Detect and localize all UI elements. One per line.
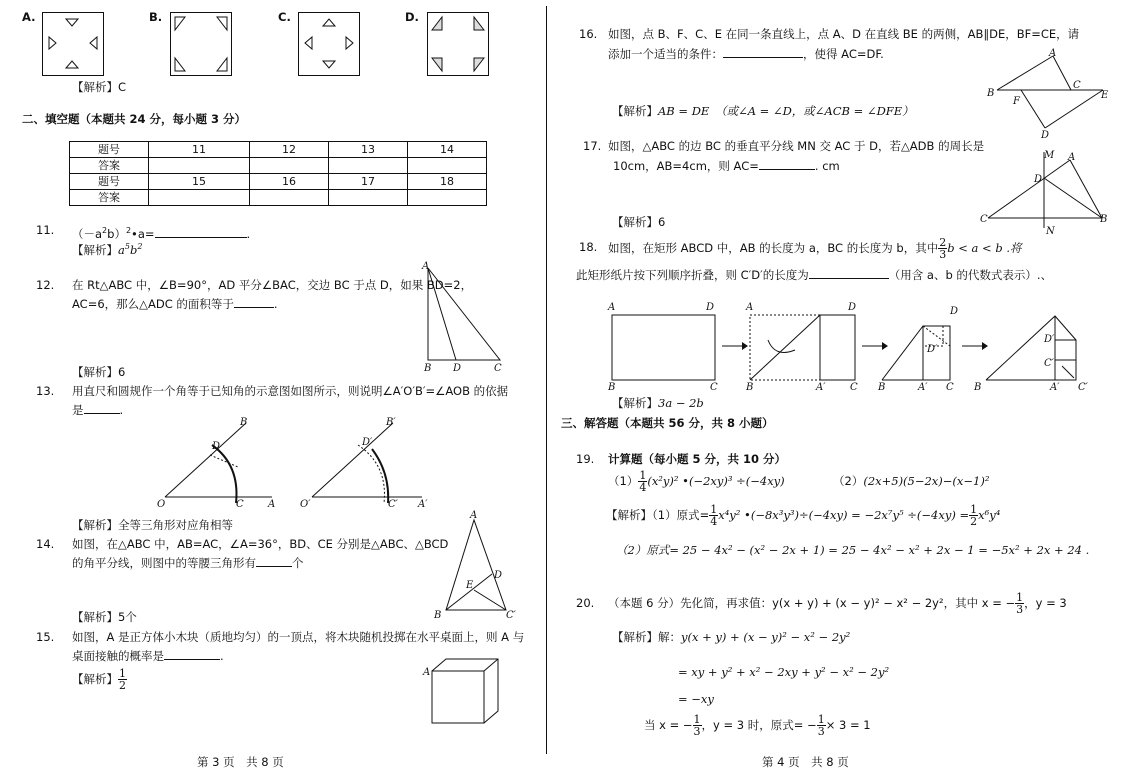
table-cell[interactable] [149, 158, 250, 174]
q14-figure [430, 508, 520, 623]
q18-line1: 如图，在矩形 ABCD 中，AB 的长度为 a，BC 的长度为 b，其中 $\frac{2}{3}$ b < a < b .将 [608, 236, 1022, 261]
q15-label-a: A [423, 667, 431, 678]
table-cell: 13 [329, 142, 408, 158]
table-row [70, 158, 487, 174]
q12-label-a: A [422, 261, 430, 272]
table-cell[interactable] [329, 158, 408, 174]
q19-answer2: （2）原式= 25 − 4x² − (x² − 2x + 1) = 25 − 4x² − x² + 2x − 1 = −5x² + 2x + 24 . [616, 543, 1090, 557]
q16-label-a: A [1049, 48, 1057, 59]
option-a-triangles-icon [43, 13, 103, 75]
option-b-label: B. [149, 10, 163, 24]
q19-answer1: 【解析】（1）原式= $\frac{1}{4}$ x⁴y² •(−8x³y³)÷(−4xy) = −2x⁷y⁵ ÷(−4xy) = $\frac{1}{2}$ x⁶y⁴ [606, 503, 1001, 528]
table-row [70, 174, 487, 190]
q17-line2: 10cm，AB=4cm，则 AC= . cm [613, 159, 840, 173]
q18-fig1-label-d: D [706, 302, 715, 313]
q13-figure [150, 415, 440, 515]
q14-line2: 的角平分线，则图中的等腰三角形有 个 [72, 556, 304, 570]
q18-fig3-label-b: B [878, 382, 886, 393]
q18-fig4-label-d-prime: D′ [1044, 334, 1055, 345]
q20-number: 20. [576, 596, 595, 610]
q16-number: 16. [579, 27, 598, 41]
q14-number: 14. [36, 537, 55, 551]
q13-label-c: C [236, 499, 244, 510]
section3-title: 三、解答题（本题共 56 分，共 8 小题） [561, 416, 774, 430]
q18-fig3-label-c: C [946, 382, 954, 393]
q13-label-c-prime: C′ [388, 499, 398, 510]
table-cell[interactable] [408, 190, 487, 206]
q18-fig1-label-b: B [608, 382, 616, 393]
q17-label-m: M [1044, 150, 1055, 161]
option-c-figure [298, 12, 360, 76]
q13-line1: 用直尺和圆规作一个角等于已知角的示意图如图所示，则说明∠A′O′B′=∠AOB 的依据 [72, 384, 509, 398]
q20-question: （本题 6 分）先化简，再求值：y(x + y) + (x − y)² − x² − 2y²，其中 x = − $\frac{1}{3}$ ，y = 3 [608, 591, 1067, 616]
q16-label-b: B [987, 88, 995, 99]
table-row [70, 142, 487, 158]
q12-answer: 【解析】6 [72, 365, 126, 379]
q13-label-b: B [240, 417, 248, 428]
q18-number: 18. [579, 240, 598, 254]
option-d-figure [427, 12, 489, 76]
left-page-footer: 第 3 页 共 8 页 [197, 755, 284, 769]
q18-fig2-label-d: D [848, 302, 857, 313]
q12-figure [418, 260, 508, 375]
table-cell[interactable] [250, 158, 329, 174]
q12-label-c: C [494, 363, 502, 374]
table-cell[interactable] [250, 190, 329, 206]
q17-line1: 如图，△ABC 的边 BC 的垂直平分线 MN 交 AC 于 D，若△ADB 的周长是 [608, 139, 985, 153]
q20-answer-s3: = −xy [678, 692, 714, 706]
q16-label-f: F [1013, 96, 1020, 107]
q17-answer: 【解析】6 [612, 215, 666, 229]
section2-title: 二、填空题（本题共 24 分，每小题 3 分） [22, 112, 247, 126]
option-c-triangles-icon [299, 13, 359, 75]
q13-label-d: D [212, 441, 221, 452]
table-cell[interactable] [329, 190, 408, 206]
q12-number: 12. [36, 278, 55, 292]
q18-fig4-label-b: B [974, 382, 982, 393]
q12-line1: 在 Rt△ABC 中，∠B=90°，AD 平分∠BAC，交边 BC 于点 D，如果 BD=2， [72, 278, 473, 292]
q17-figure [978, 148, 1113, 240]
table-cell: 16 [250, 174, 329, 190]
arrow-right-icon [742, 342, 748, 350]
q12-line2: AC=6，那么△ADC 的面积等于 . [72, 297, 278, 311]
answer-table [69, 141, 487, 206]
q15-cube-figure [420, 655, 505, 727]
q18-fig3-label-a-prime: A′ [918, 382, 928, 393]
option-c-label: C. [278, 10, 291, 24]
q17-number: 17. [583, 139, 602, 153]
q14-label-b: B [434, 610, 442, 621]
q14-line1: 如图，在△ABC 中，AB=AC，∠A=36°，BD、CE 分别是△ABC、△BCD [72, 537, 449, 551]
q13-label-d-prime: D′ [362, 437, 373, 448]
q18-fig2-label-c: C [850, 382, 858, 393]
table-cell: 答案 [70, 158, 149, 174]
q16-label-d: D [1041, 130, 1050, 138]
arrow-right-icon [982, 342, 988, 350]
q18-fig3-label-d: D [950, 306, 959, 317]
table-cell: 题号 [70, 142, 149, 158]
q17-label-b: B [1100, 214, 1108, 225]
q16-label-c: C [1073, 80, 1081, 91]
q15-line2: 桌面接触的概率是 . [72, 649, 224, 663]
table-cell: 18 [408, 174, 487, 190]
table-row [70, 190, 487, 206]
table-cell: 12 [250, 142, 329, 158]
option-a-label: A. [22, 10, 36, 24]
q20-answer-s1: 【解析】解：y(x + y) + (x − y)² − x² − 2y² [612, 630, 851, 644]
q19-part1: （1） $\frac{1}{4}$ (x²y)² •(−2xy)³ ÷(−4xy) [608, 469, 785, 494]
q15-answer: 【解析】 $\frac{1}{2}$ [72, 667, 126, 692]
q14-label-c: C′ [506, 610, 516, 621]
q17-label-d: D [1034, 174, 1043, 185]
q18-fig2-label-b: B [746, 382, 754, 393]
q16-line2: 添加一个适当的条件： ，使得 AC=DF. [608, 47, 884, 61]
q11-question: $(-a^2b)^2•a=$ . [72, 226, 251, 241]
q18-fig3-label-d-prime: D′ [927, 344, 938, 355]
q19-part2: （2）(2x+5)(5−2x)−(x−1)² [833, 474, 990, 488]
q10-answer: 【解析】C [72, 80, 127, 94]
q18-fig1-label-a: A [608, 302, 616, 313]
q11-answer: 【解析】$a^5b^2$ [72, 242, 143, 257]
option-b-triangles-icon [171, 13, 231, 75]
q14-answer: 【解析】5个 [72, 610, 137, 624]
q16-label-e: E [1101, 90, 1109, 101]
q14-label-d: D [494, 570, 503, 581]
q13-label-a: A [268, 499, 276, 510]
q15-line1: 如图，A 是正方体小木块（质地均匀）的一顶点，将木块随机投掷在水平桌面上，则 A 与 [72, 630, 525, 644]
arrow-right-icon [882, 342, 888, 350]
option-d-label: D. [405, 10, 419, 24]
table-cell[interactable] [149, 190, 250, 206]
q17-label-n: N [1046, 226, 1055, 237]
q17-label-c: C [980, 214, 988, 225]
q19-title: 计算题（每小题 5 分，共 10 分） [608, 452, 787, 466]
q13-label-o-prime: O′ [300, 499, 311, 510]
q16-line1: 如图，点 B、F、C、E 在同一条直线上，点 A、D 在直线 BE 的两侧，AB∥DE，BF=CE，请 [608, 27, 1080, 41]
q13-label-a-prime: A′ [418, 499, 428, 510]
q11-number: 11. [36, 223, 55, 237]
q18-fig4-label-c-prime-2: C′ [1078, 382, 1088, 393]
table-cell[interactable] [408, 158, 487, 174]
page-divider [546, 6, 547, 754]
right-page-footer: 第 4 页 共 8 页 [762, 755, 849, 769]
q13-answer: 【解析】全等三角形对应角相等 [72, 518, 233, 532]
q14-label-e: E [466, 580, 474, 591]
q13-line2: 是 . [72, 403, 124, 417]
table-cell: 答案 [70, 190, 149, 206]
q14-label-a: A [470, 510, 478, 521]
q18-fig4-label-a-prime: A′ [1050, 382, 1060, 393]
q13-label-o: O [157, 499, 166, 510]
q20-answer-s4: 当 x = − $\frac{1}{3}$ ，y = 3 时，原式= − $\frac{1}{3}$ × 3 = 1 [644, 713, 871, 738]
q18-line2: 此矩形纸片按下列顺序折叠，则 C′D′的长度为 （用含 a、b 的代数式表示）.、 [576, 268, 1053, 282]
q18-fig4-label-c-prime: C′ [1044, 358, 1054, 369]
q18-figure [600, 298, 1105, 396]
table-cell: 14 [408, 142, 487, 158]
q16-figure [985, 46, 1115, 138]
q18-fig2-label-a: A [746, 302, 754, 313]
option-d-triangles-icon [428, 13, 488, 75]
q17-label-a: A [1068, 152, 1076, 163]
q12-label-b: B [424, 363, 432, 374]
q18-fig2-label-a-prime: A′ [816, 382, 826, 393]
q18-answer: 【解析】3a − 2b [612, 396, 704, 410]
q19-number: 19. [576, 452, 595, 466]
q13-number: 13. [36, 384, 55, 398]
q12-label-d: D [453, 363, 462, 374]
q13-label-b-prime: B′ [386, 417, 396, 428]
q18-fig1-label-c: C [710, 382, 718, 393]
option-b-figure [170, 12, 232, 76]
q15-number: 15. [36, 630, 55, 644]
q16-answer: 【解析】AB = DE （或∠A = ∠D，或∠ACB = ∠DFE） [612, 104, 914, 118]
table-cell: 11 [149, 142, 250, 158]
table-cell: 15 [149, 174, 250, 190]
option-a-figure [42, 12, 104, 76]
q20-answer-s2: = xy + y² + x² − 2xy + y² − x² − 2y² [678, 665, 890, 679]
table-cell: 17 [329, 174, 408, 190]
table-cell: 题号 [70, 174, 149, 190]
